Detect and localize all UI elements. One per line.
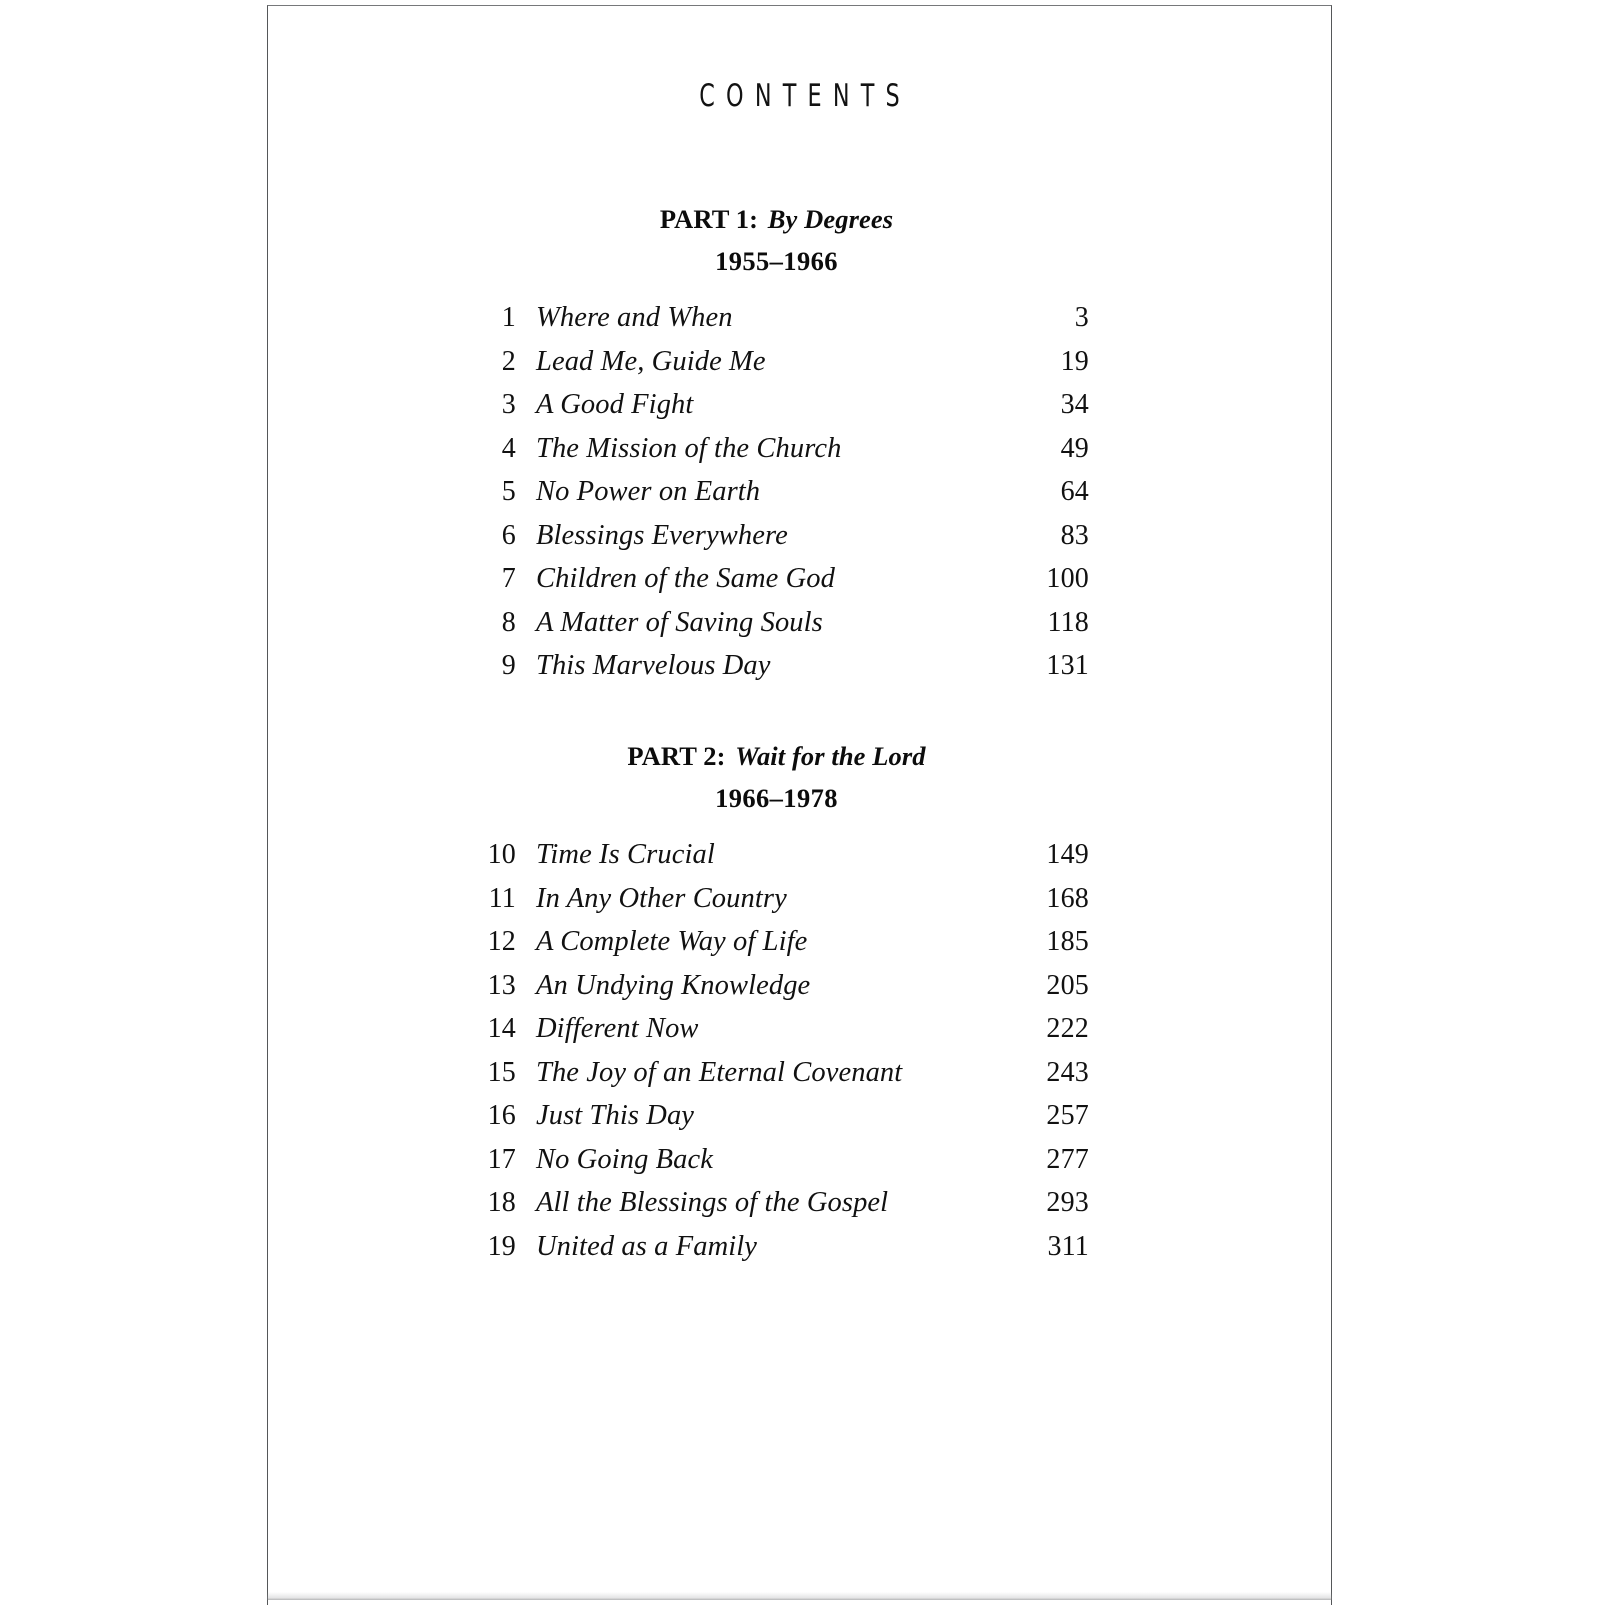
chapter-page: 311: [1047, 1230, 1089, 1262]
chapter-title: United as a Family: [536, 1230, 758, 1262]
chapter-number: 4: [501, 432, 516, 464]
table-row[interactable]: [464, 1013, 1089, 1057]
part-label: PART 2:: [627, 741, 726, 771]
table-row[interactable]: [464, 926, 1089, 970]
part-years: 1966–1978: [715, 783, 838, 813]
chapter-title: A Good Fight: [536, 389, 694, 420]
chapter-number: 16: [487, 1100, 516, 1131]
chapter-list: [464, 839, 1089, 1274]
chapter-number: 17: [487, 1143, 516, 1175]
chapter-title: Different Now: [536, 1013, 699, 1044]
table-row[interactable]: [464, 883, 1089, 927]
chapter-page: 49: [1060, 432, 1089, 464]
chapter-number: 5: [501, 476, 516, 507]
chapter-title: Children of the Same God: [536, 563, 835, 594]
chapter-number: 8: [501, 606, 516, 638]
chapter-title: All the Blessings of the Gospel: [536, 1187, 889, 1218]
chapter-number: 15: [487, 1056, 516, 1088]
chapter-title: No Going Back: [536, 1143, 714, 1175]
chapter-title: Lead Me, Guide Me: [536, 345, 766, 377]
table-row[interactable]: [464, 302, 1089, 346]
chapter-page: 185: [1046, 926, 1089, 957]
chapter-title: Just This Day: [536, 1100, 695, 1131]
chapter-page: 243: [1046, 1056, 1089, 1088]
chapter-number: 19: [487, 1230, 516, 1262]
table-row[interactable]: [464, 433, 1089, 477]
chapter-title: The Mission of the Church: [536, 432, 842, 464]
table-row[interactable]: [464, 1231, 1089, 1275]
chapter-title: In Any Other Country: [536, 882, 787, 914]
chapter-list: [464, 302, 1089, 694]
chapter-title: This Marvelous Day: [536, 650, 771, 681]
table-row[interactable]: [464, 1100, 1089, 1144]
table-row[interactable]: [464, 1144, 1089, 1188]
chapter-page: 34: [1060, 389, 1089, 420]
chapter-number: 9: [501, 650, 516, 681]
chapter-page: 149: [1046, 839, 1089, 870]
chapter-page: 222: [1046, 1013, 1089, 1044]
book-page: [267, 5, 1332, 1605]
part-heading: [464, 204, 1089, 235]
chapter-page: 19: [1060, 345, 1089, 377]
chapter-page: 83: [1060, 519, 1089, 551]
part-years: 1955–1966: [715, 246, 838, 276]
chapter-number: 12: [487, 926, 516, 957]
chapter-number: 13: [487, 969, 516, 1001]
chapter-title: A Matter of Saving Souls: [536, 606, 823, 638]
chapter-title: Blessings Everywhere: [536, 519, 788, 551]
table-row[interactable]: [464, 839, 1089, 883]
chapter-number: 11: [488, 882, 516, 914]
table-row[interactable]: [464, 476, 1089, 520]
chapter-title: An Undying Knowledge: [536, 969, 811, 1001]
table-row[interactable]: [464, 389, 1089, 433]
table-row[interactable]: [464, 563, 1089, 607]
chapter-number: 10: [487, 839, 516, 870]
chapter-number: 14: [487, 1013, 516, 1044]
chapter-page: 205: [1046, 969, 1089, 1001]
chapter-title: Where and When: [536, 302, 733, 333]
table-row[interactable]: [464, 346, 1089, 390]
chapter-page: 100: [1046, 563, 1089, 594]
chapter-title: Time Is Crucial: [536, 839, 715, 870]
table-row[interactable]: [464, 607, 1089, 651]
chapter-page: 3: [1074, 302, 1089, 333]
chapter-page: 118: [1047, 606, 1089, 638]
chapter-number: 6: [501, 519, 516, 551]
chapter-title: A Complete Way of Life: [536, 926, 808, 957]
chapter-number: 3: [501, 389, 516, 420]
part-label: PART 1:: [659, 204, 759, 234]
table-row[interactable]: [464, 520, 1089, 564]
table-row[interactable]: [464, 1187, 1089, 1231]
part-heading: [464, 741, 1089, 772]
chapter-title: No Power on Earth: [536, 476, 761, 507]
part-section: [464, 204, 1089, 694]
chapter-page: 168: [1046, 882, 1089, 914]
part-section: [464, 741, 1089, 1274]
chapter-page: 293: [1046, 1187, 1089, 1218]
chapter-number: 7: [501, 563, 516, 594]
table-row[interactable]: [464, 1057, 1089, 1101]
chapter-page: 277: [1046, 1143, 1089, 1175]
chapter-page: 257: [1046, 1100, 1089, 1131]
chapter-number: 1: [501, 302, 516, 333]
chapter-number: 18: [487, 1187, 516, 1218]
table-row[interactable]: [464, 650, 1089, 694]
page-title: CONTENTS: [699, 78, 911, 114]
part-title: By Degrees: [767, 204, 894, 234]
chapter-page: 131: [1046, 650, 1089, 681]
chapter-page: 64: [1060, 476, 1089, 507]
table-row[interactable]: [464, 970, 1089, 1014]
chapter-title: The Joy of an Eternal Covenant: [536, 1056, 903, 1088]
part-title: Wait for the Lord: [735, 741, 926, 771]
chapter-number: 2: [501, 345, 516, 377]
